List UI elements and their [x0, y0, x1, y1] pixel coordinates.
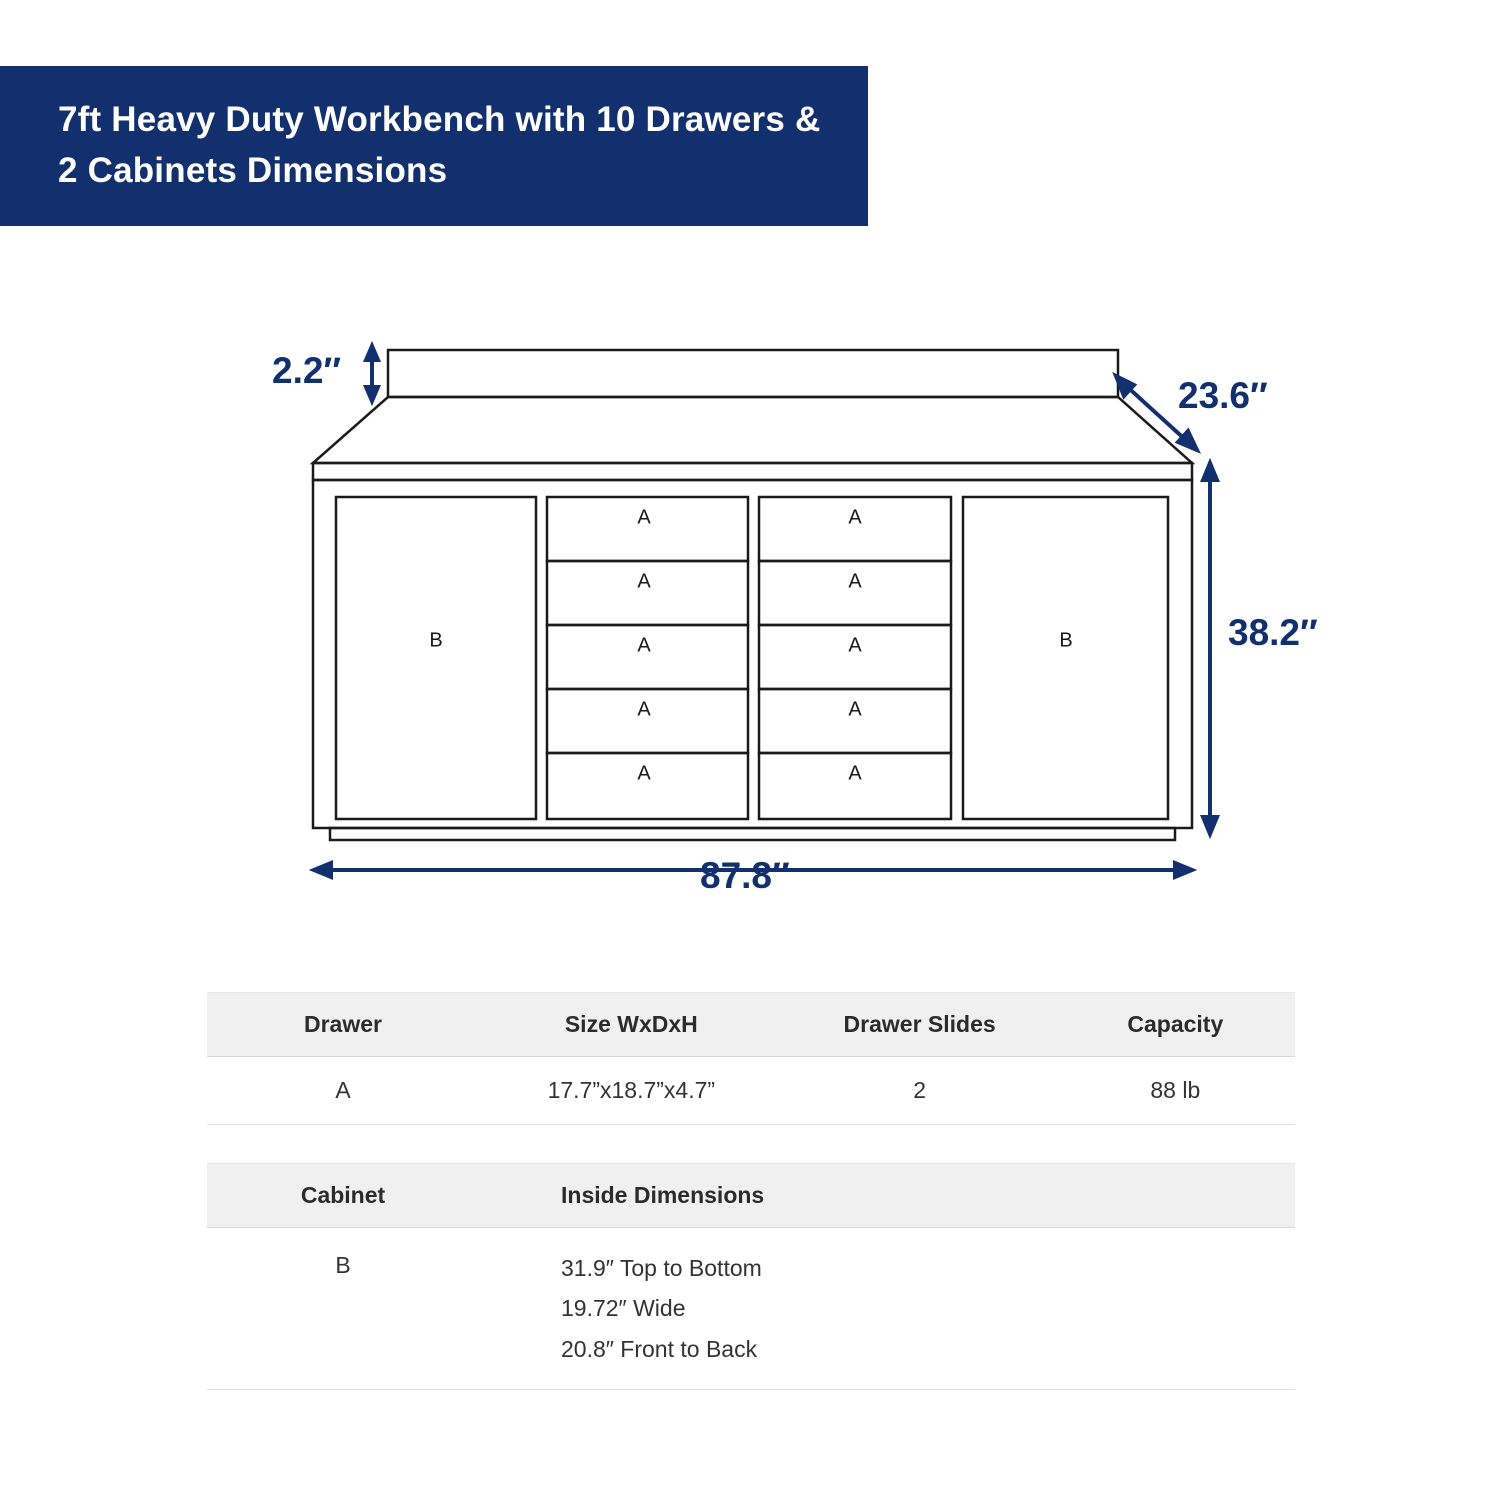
dimension-label-width: 87.8″ — [700, 855, 790, 896]
column-header-size: Size WxDxH — [479, 993, 784, 1057]
top-surface-shape — [313, 397, 1192, 463]
backsplash-shape — [388, 350, 1118, 397]
cell-drawer-capacity: 88 lb — [1056, 1057, 1295, 1125]
cell-drawer-size: 17.7”x18.7”x4.7” — [479, 1057, 784, 1125]
arrowhead-width-left — [314, 863, 331, 877]
cabinet-dimension-line-2: 19.72″ Wide — [561, 1295, 686, 1322]
drawer-letter-left-4: A — [637, 698, 651, 721]
table-row — [207, 1057, 1295, 1125]
arrowhead-backsplash-bottom — [366, 387, 378, 401]
drawer-letter-left-5: A — [637, 762, 651, 785]
drawer-letter-left-2: A — [637, 570, 651, 593]
drawer-letter-right-5: A — [848, 762, 862, 785]
dimension-label-backsplash-height: 2.2″ — [272, 350, 342, 391]
top-edge-shape — [313, 463, 1192, 480]
drawer-letter-left-1: A — [637, 506, 651, 529]
arrowhead-height-top — [1203, 463, 1217, 480]
cell-cabinet-dimensions — [479, 1228, 1295, 1390]
drawer-spec-table — [207, 992, 1295, 1125]
column-header-capacity: Capacity — [1056, 993, 1295, 1057]
arrowhead-backsplash-top — [366, 346, 378, 360]
column-header-cabinet: Cabinet — [207, 1164, 479, 1228]
column-header-drawer: Drawer — [207, 993, 479, 1057]
cabinet-letter-left: B — [429, 629, 443, 652]
drawer-letter-right-4: A — [848, 698, 862, 721]
table-row — [207, 1228, 1295, 1390]
drawer-letter-right-3: A — [848, 634, 862, 657]
title-banner — [0, 66, 868, 226]
column-header-inside-dimensions: Inside Dimensions — [479, 1164, 1295, 1228]
cabinet-dimension-line-1: 31.9″ Top to Bottom — [561, 1255, 762, 1281]
drawer-letter-right-1: A — [848, 506, 862, 529]
cabinet-door-left — [336, 497, 536, 819]
table-header-row — [207, 993, 1295, 1057]
drawer-letter-right-2: A — [848, 570, 862, 593]
body-shape — [313, 480, 1192, 828]
cabinet-spec-table — [207, 1163, 1295, 1390]
cabinet-letter-right: B — [1059, 629, 1073, 652]
arrowhead-height-bottom — [1203, 817, 1217, 834]
arrowhead-width-right — [1175, 863, 1192, 877]
cabinet-door-right — [963, 497, 1168, 819]
cell-drawer-letter: A — [207, 1057, 479, 1125]
dimension-label-depth: 23.6″ — [1178, 375, 1268, 416]
dimension-label-height: 38.2″ — [1228, 612, 1318, 653]
cell-drawer-slides: 2 — [784, 1057, 1056, 1125]
base-shape — [330, 828, 1175, 840]
cell-cabinet-letter: B — [207, 1228, 479, 1390]
page-title: 7ft Heavy Duty Workbench with 10 Drawers & 2 Cabinets Dimensions — [58, 100, 821, 190]
column-header-slides: Drawer Slides — [784, 993, 1056, 1057]
table-header-row — [207, 1164, 1295, 1228]
drawer-letter-left-3: A — [637, 634, 651, 657]
cabinet-dimension-line-3: 20.8″ Front to Back — [561, 1335, 758, 1362]
